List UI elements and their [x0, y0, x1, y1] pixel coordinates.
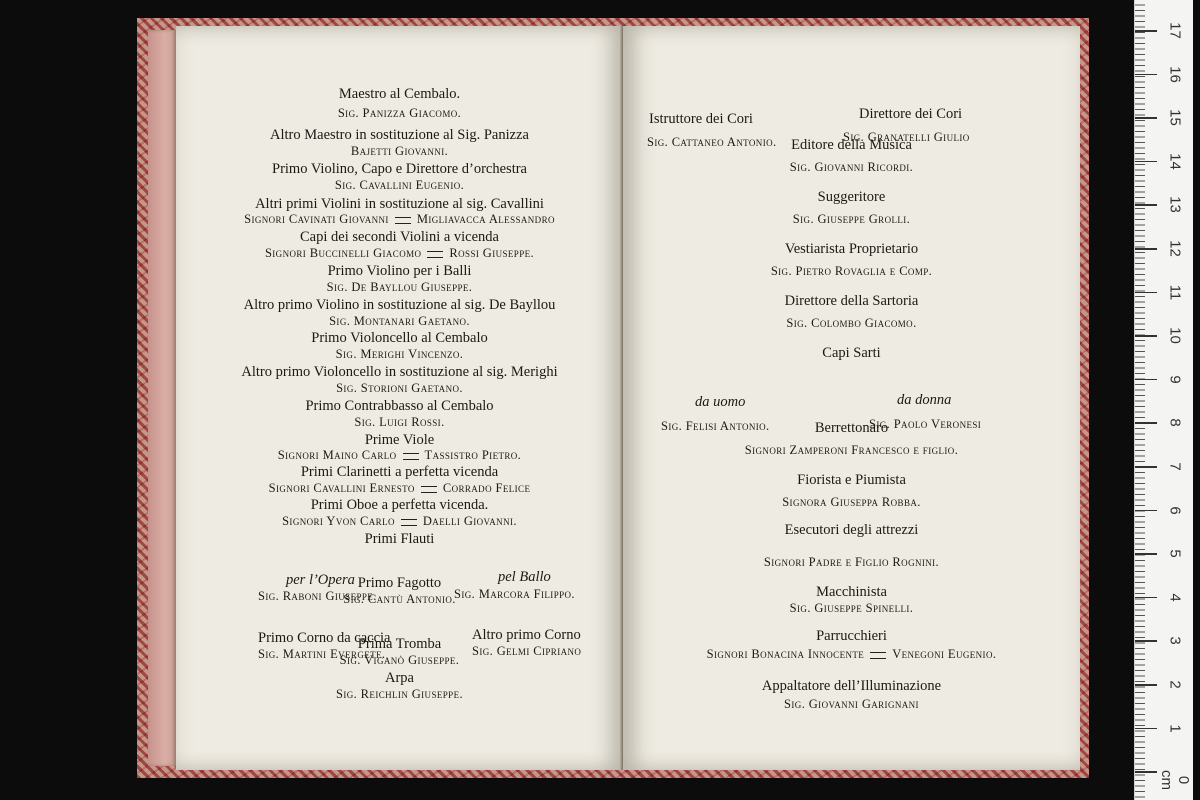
credit-name-first: Signori Cavinati Giovanni [244, 212, 389, 226]
ruler-major-tick [1135, 248, 1157, 250]
credit-line: Sig. De Bayllou Giuseppe. [326, 280, 473, 294]
credit-line [176, 211, 623, 227]
sarti-uomo-name: Sig. Felisi Antonio. [661, 419, 770, 433]
credit-line: Sig. Giuseppe Spinelli. [789, 601, 914, 615]
section-heading: Capi Sarti [822, 345, 881, 361]
ruler-major-tick [1135, 74, 1157, 76]
ruler-major-tick [1135, 466, 1157, 468]
double-dash-separator [427, 251, 443, 258]
measurement-ruler [1134, 0, 1193, 800]
section-heading: Maestro al Cembalo. [338, 86, 461, 102]
left-page [176, 26, 623, 770]
section-heading: Primi Flauti [364, 531, 435, 547]
credit-line: Bajetti Giovanni. [350, 144, 449, 158]
section-heading: Capi dei secondi Violini a vicenda [300, 229, 499, 245]
ruler-major-tick [1135, 553, 1157, 555]
ruler-number: 9 [1166, 375, 1184, 384]
credit-line [176, 447, 623, 463]
double-dash-separator [421, 486, 437, 493]
double-dash-separator [870, 652, 886, 659]
section-heading: Direttore della Sartoria [784, 293, 919, 309]
ruler-number: 3 [1166, 636, 1184, 646]
flauti-opera-label: per l’Opera [286, 572, 355, 588]
section-heading: Altro primo Violoncello in sostituzione al sig. Merighi [241, 364, 558, 380]
ruler-number: 10 [1166, 327, 1184, 345]
corno-caccia-name: Sig. Martini Evergete. [258, 647, 386, 661]
ruler-major-tick [1135, 204, 1157, 206]
ruler-number: 12 [1166, 240, 1184, 257]
sarti-donna-label: da donna [897, 392, 952, 408]
credit-line: Sig. Giovanni Garignani [784, 697, 919, 711]
section-heading: Prima Tromba [357, 636, 442, 652]
sarti-donna-name: Sig. Paolo Veronesi [869, 417, 982, 431]
credit-line: Sig. Luigi Rossi. [354, 415, 445, 429]
section-heading: Primo Violino, Capo e Direttore d’orchestra [272, 161, 527, 177]
credit-line: Sig. Storioni Gaetano. [336, 381, 463, 395]
credit-line [176, 513, 623, 529]
section-heading: Berrettonaro [814, 420, 889, 436]
ruler-number: 1 [1166, 723, 1184, 733]
left-page-content [176, 26, 623, 770]
credit-line: Sig. Panizza Giacomo. [337, 106, 462, 120]
credit-line [623, 646, 1080, 662]
ruler-major-tick [1135, 728, 1157, 730]
altro-corno-name: Sig. Gelmi Cipriano [472, 644, 582, 658]
credit-line: Sig. Colombo Giacomo. [786, 316, 917, 330]
section-heading: Suggeritore [817, 189, 886, 205]
direttore-cori-name: Sig. Granatelli Giulio [843, 130, 970, 144]
ruler-number: 15 [1166, 109, 1184, 127]
double-dash-separator [395, 217, 411, 224]
ruler-number: 4 [1166, 593, 1184, 602]
ruler-major-tick [1135, 771, 1157, 773]
credit-name-second: Rossi Giuseppe. [449, 246, 535, 260]
section-heading: Primo Violino per i Balli [327, 263, 472, 279]
credit-name-second: Corrado Felice [442, 481, 531, 495]
marbled-flyleaf [148, 30, 176, 766]
corno-caccia-title: Primo Corno da caccia [258, 630, 391, 646]
sarti-uomo-label: da uomo [695, 394, 746, 410]
flauti-ballo-name: Sig. Marcora Filippo. [454, 587, 575, 601]
ruler-number: 6 [1166, 505, 1184, 515]
ruler-number: 5 [1166, 549, 1184, 558]
ruler-number: 0 cm [1158, 770, 1192, 791]
direttore-cori-title: Direttore dei Cori [859, 106, 963, 122]
double-dash-separator [401, 519, 417, 526]
right-page [623, 26, 1080, 770]
ruler-number: 16 [1166, 65, 1184, 83]
ruler-number: 17 [1166, 22, 1184, 39]
section-heading: Macchinista [816, 584, 887, 600]
credit-name-second: Migliavacca Alessandro [416, 212, 555, 226]
section-heading: Primo Fagotto [357, 575, 442, 591]
credit-name-first: Signori Buccinelli Giacomo [264, 246, 422, 260]
ruler-number: 2 [1166, 680, 1184, 689]
double-dash-separator [403, 453, 419, 460]
ruler-major-tick [1135, 335, 1157, 337]
credit-line: Signori Padre e Figlio Rognini. [763, 555, 940, 569]
ruler-major-tick [1135, 510, 1157, 512]
section-heading: Altro primo Violino in sostituzione al sig. De Bayllou [243, 297, 556, 313]
credit-name-first: Signori Maino Carlo [277, 448, 397, 462]
credit-name-first: Signori Bonacina Innocente [706, 647, 865, 661]
section-heading: Prime Viole [364, 432, 435, 448]
ruler-major-tick [1135, 597, 1157, 599]
credit-line: Sig. Cantù Antonio. [343, 592, 456, 606]
ruler-number: 7 [1166, 462, 1184, 471]
right-page-content [623, 26, 1080, 770]
section-heading: Arpa [385, 670, 414, 686]
section-heading: Primi Clarinetti a perfetta vicenda [300, 464, 499, 480]
credit-name-first: Signori Yvon Carlo [282, 514, 395, 528]
ruler-number: 8 [1166, 418, 1184, 428]
ruler-major-tick [1135, 117, 1157, 119]
section-heading: Primo Violoncello al Cembalo [311, 330, 488, 346]
ruler-major-tick [1135, 684, 1157, 686]
ruler-number: 13 [1166, 196, 1184, 214]
credit-name-second: Tassistro Pietro. [424, 448, 522, 462]
section-heading: Editore della Musica [791, 137, 912, 153]
credit-line: Signora Giuseppa Robba. [782, 495, 921, 509]
section-heading: Primi Oboe a perfetta vicenda. [310, 497, 489, 513]
section-heading: Esecutori degli attrezzi [784, 522, 919, 538]
credit-line [176, 480, 623, 496]
ruler-number: 11 [1166, 284, 1184, 300]
credit-name-second: Daelli Giovanni. [422, 514, 517, 528]
ruler-major-tick [1135, 640, 1157, 642]
ruler-major-tick [1135, 422, 1157, 424]
ruler-number: 14 [1166, 152, 1184, 170]
credit-line: Sig. Cavallini Eugenio. [334, 178, 465, 192]
credit-line [176, 245, 623, 261]
section-heading: Appaltatore dell’Illuminazione [761, 678, 942, 694]
credit-line: Sig. Montanari Gaetano. [329, 314, 470, 328]
flauti-ballo-label: pel Ballo [498, 569, 551, 585]
credit-line: Sig. Merighi Vincenzo. [335, 347, 464, 361]
section-heading: Fiorista e Piumista [797, 472, 906, 488]
section-heading: Primo Contrabbasso al Cembalo [305, 398, 494, 414]
istruttore-cori-title: Istruttore dei Cori [649, 111, 753, 127]
section-heading: Parrucchieri [816, 628, 887, 644]
section-heading: Altro Maestro in sostituzione al Sig. Panizza [270, 127, 529, 143]
credit-line: Sig. Reichlin Giuseppe. [335, 687, 463, 701]
credit-line: Sig. Giuseppe Grolli. [792, 212, 911, 226]
credit-line: Signori Zamperoni Francesco e figlio. [744, 443, 959, 457]
section-heading: Vestiarista Proprietario [784, 241, 919, 257]
ruler-major-tick [1135, 161, 1157, 163]
credit-line: Sig. Viganò Giuseppe. [339, 653, 460, 667]
credit-name-second: Venegoni Eugenio. [892, 647, 997, 661]
flauti-opera-name: Sig. Raboni Giuseppe. [258, 589, 377, 603]
ruler-major-tick [1135, 292, 1157, 294]
ruler-major-tick [1135, 30, 1157, 32]
credit-name-first: Signori Cavallini Ernesto [268, 481, 415, 495]
section-heading: Altri primi Violini in sostituzione al sig. Cavallini [255, 196, 544, 212]
istruttore-cori-name: Sig. Cattaneo Antonio. [647, 135, 777, 149]
ruler-major-tick [1135, 379, 1157, 381]
credit-line: Sig. Pietro Rovaglia e Comp. [770, 264, 933, 278]
altro-corno-title: Altro primo Corno [472, 627, 581, 643]
credit-line: Sig. Giovanni Ricordi. [789, 160, 914, 174]
